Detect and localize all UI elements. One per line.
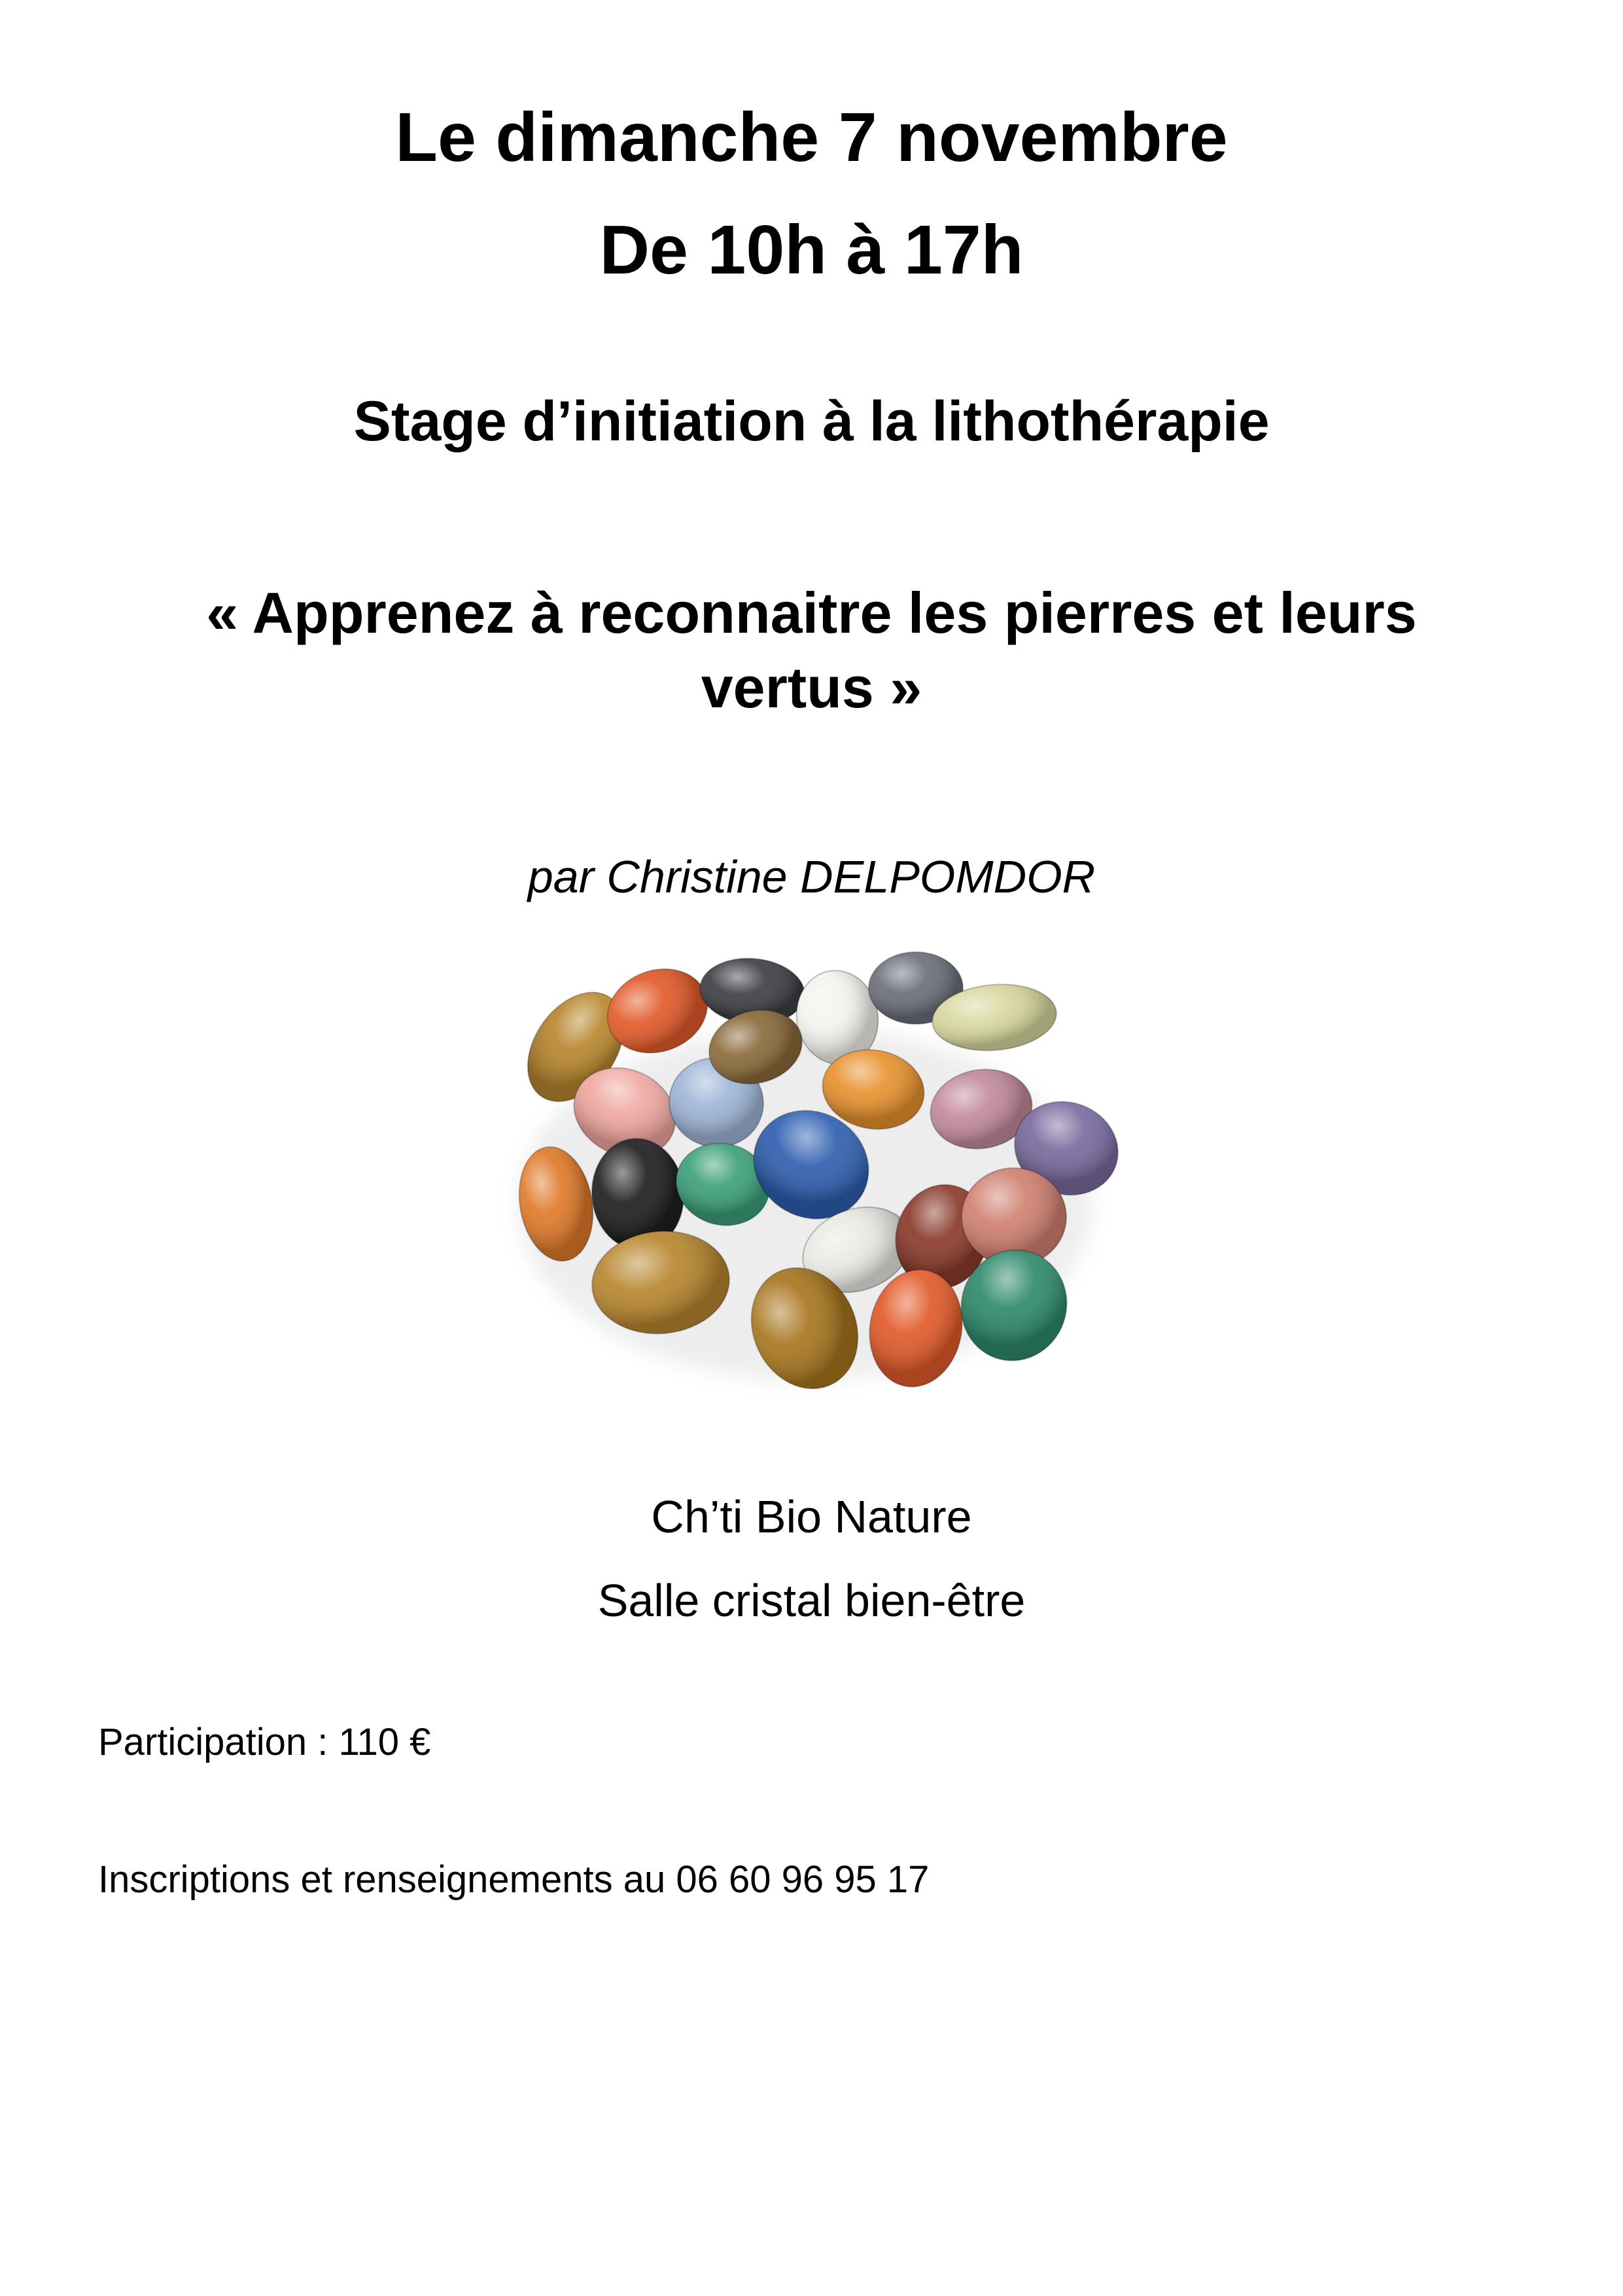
gemstones-image: [497, 942, 1145, 1400]
venue-room: Salle cristal bien-être: [597, 1575, 1026, 1626]
tagline: « Apprenez à reconnaitre les pierres et leurs vertus »: [206, 580, 1417, 720]
venue-name: Ch’ti Bio Nature: [651, 1491, 972, 1542]
participation-price: Participation : 110 €: [98, 1721, 431, 1763]
event-hours: De 10h à 17h: [599, 211, 1024, 289]
event-date: Le dimanche 7 novembre: [395, 99, 1228, 176]
author-line: par Christine DELPOMDOR: [527, 851, 1096, 902]
contact-info: Inscriptions et renseignements au 06 60 96 95 17: [98, 1858, 930, 1901]
stage-title: Stage d’initiation à la lithothérapie: [353, 390, 1270, 453]
